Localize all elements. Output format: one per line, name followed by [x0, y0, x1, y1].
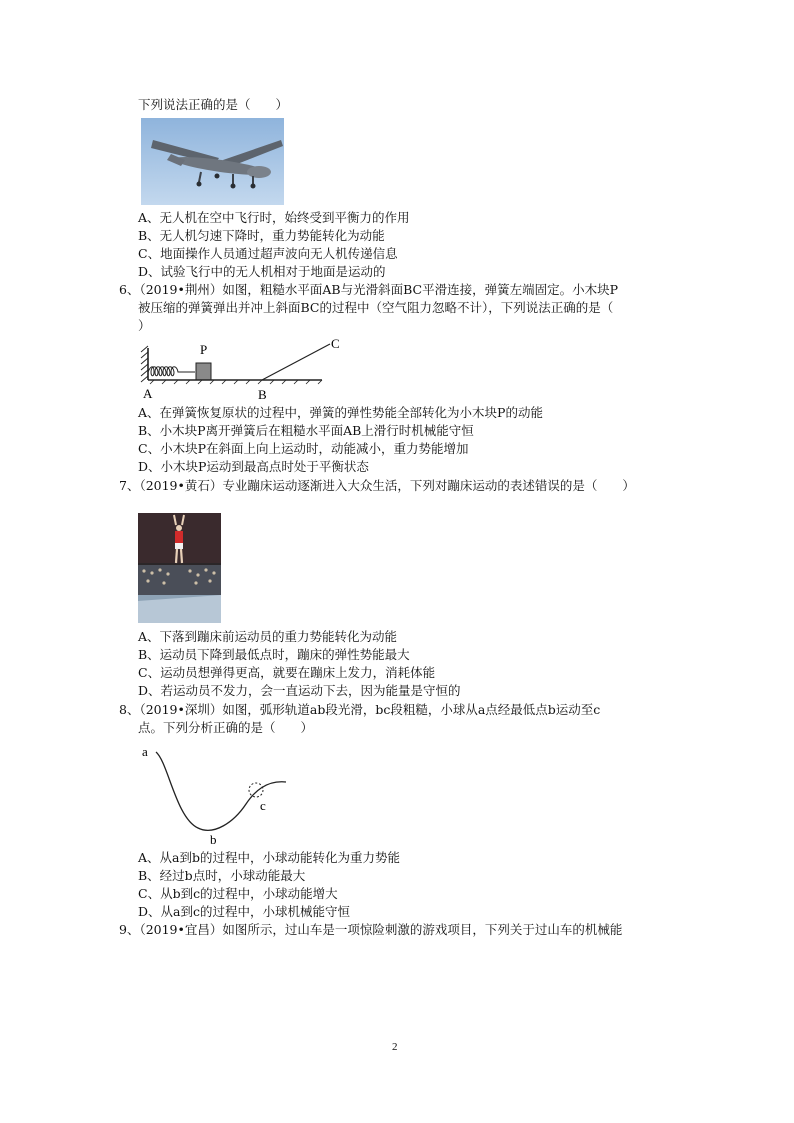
q9-stem: 9、（2019•宜昌）如图所示，过山车是一项惊险刺激的游戏项目，下列关于过山车的机械能 — [119, 922, 623, 937]
q8-option-d: D、从a到c的过程中，小球机械能守恒 — [138, 904, 350, 919]
trampoline-photo — [138, 513, 221, 623]
arc-track-diagram — [138, 738, 293, 848]
q7-option-b: B、运动员下降到最低点时，蹦床的弹性势能最大 — [138, 647, 410, 662]
q8-option-b: B、经过b点时，小球动能最大 — [138, 868, 306, 883]
q5-option-a: A、无人机在空中飞行时，始终受到平衡力的作用 — [138, 210, 410, 225]
q7-option-a: A、下落到蹦床前运动员的重力势能转化为动能 — [138, 629, 398, 644]
label-b: b — [210, 832, 217, 847]
label-c: C — [331, 336, 340, 351]
label-p: P — [200, 342, 208, 357]
q5-stem: 下列说法正确的是（ ） — [138, 97, 289, 112]
q7-stem: 7、（2019•黄石）专业蹦床运动逐渐进入大众生活，下列对蹦床运动的表述错误的是（ ） — [119, 478, 635, 493]
q6-stem-line-2: 被压缩的弹簧弹出并冲上斜面BC的过程中（空气阻力忽略不计），下列说法正确的是（ — [138, 300, 614, 315]
q6-stem-line-1: 6、（2019•荆州）如图，粗糙水平面AB与光滑斜面BC平滑连接，弹簧左端固定。小木块P — [119, 282, 618, 297]
q8-stem-line-2: 点。下列分析正确的是（ ） — [138, 720, 314, 735]
label-a: a — [142, 744, 148, 759]
q7-option-d: D、若运动员不发力，会一直运动下去，因为能量是守恒的 — [138, 683, 461, 698]
spring-incline-diagram — [138, 334, 338, 404]
q6-option-d: D、小木块P运动到最高点时处于平衡状态 — [138, 459, 369, 474]
q5-option-d: D、试验飞行中的无人机相对于地面是运动的 — [138, 264, 386, 279]
drone-photo — [141, 118, 284, 205]
q8-option-c: C、从b到c的过程中，小球动能增大 — [138, 886, 338, 901]
label-b: B — [258, 387, 267, 402]
q8-option-a: A、从a到b的过程中，小球动能转化为重力势能 — [138, 850, 400, 865]
q6-option-c: C、小木块P在斜面上向上运动时，动能减小，重力势能增加 — [138, 441, 469, 456]
label-a: A — [143, 386, 153, 401]
q5-option-b: B、无人机匀速下降时，重力势能转化为动能 — [138, 228, 385, 243]
q5-option-c: C、地面操作人员通过超声波向无人机传递信息 — [138, 246, 398, 261]
q6-stem-line-3: ） — [138, 318, 151, 333]
label-c: c — [260, 798, 266, 813]
q8-stem-line-1: 8、（2019•深圳）如图，弧形轨道ab段光滑，bc段粗糙，小球从a点经最低点b运动至c — [119, 702, 601, 717]
page-number: 2 — [392, 1041, 398, 1053]
q7-option-c: C、运动员想弹得更高，就要在蹦床上发力，消耗体能 — [138, 665, 436, 680]
q6-option-b: B、小木块P离开弹簧后在粗糙水平面AB上滑行时机械能守恒 — [138, 423, 474, 438]
q6-option-a: A、在弹簧恢复原状的过程中，弹簧的弹性势能全部转化为小木块P的动能 — [138, 405, 543, 420]
